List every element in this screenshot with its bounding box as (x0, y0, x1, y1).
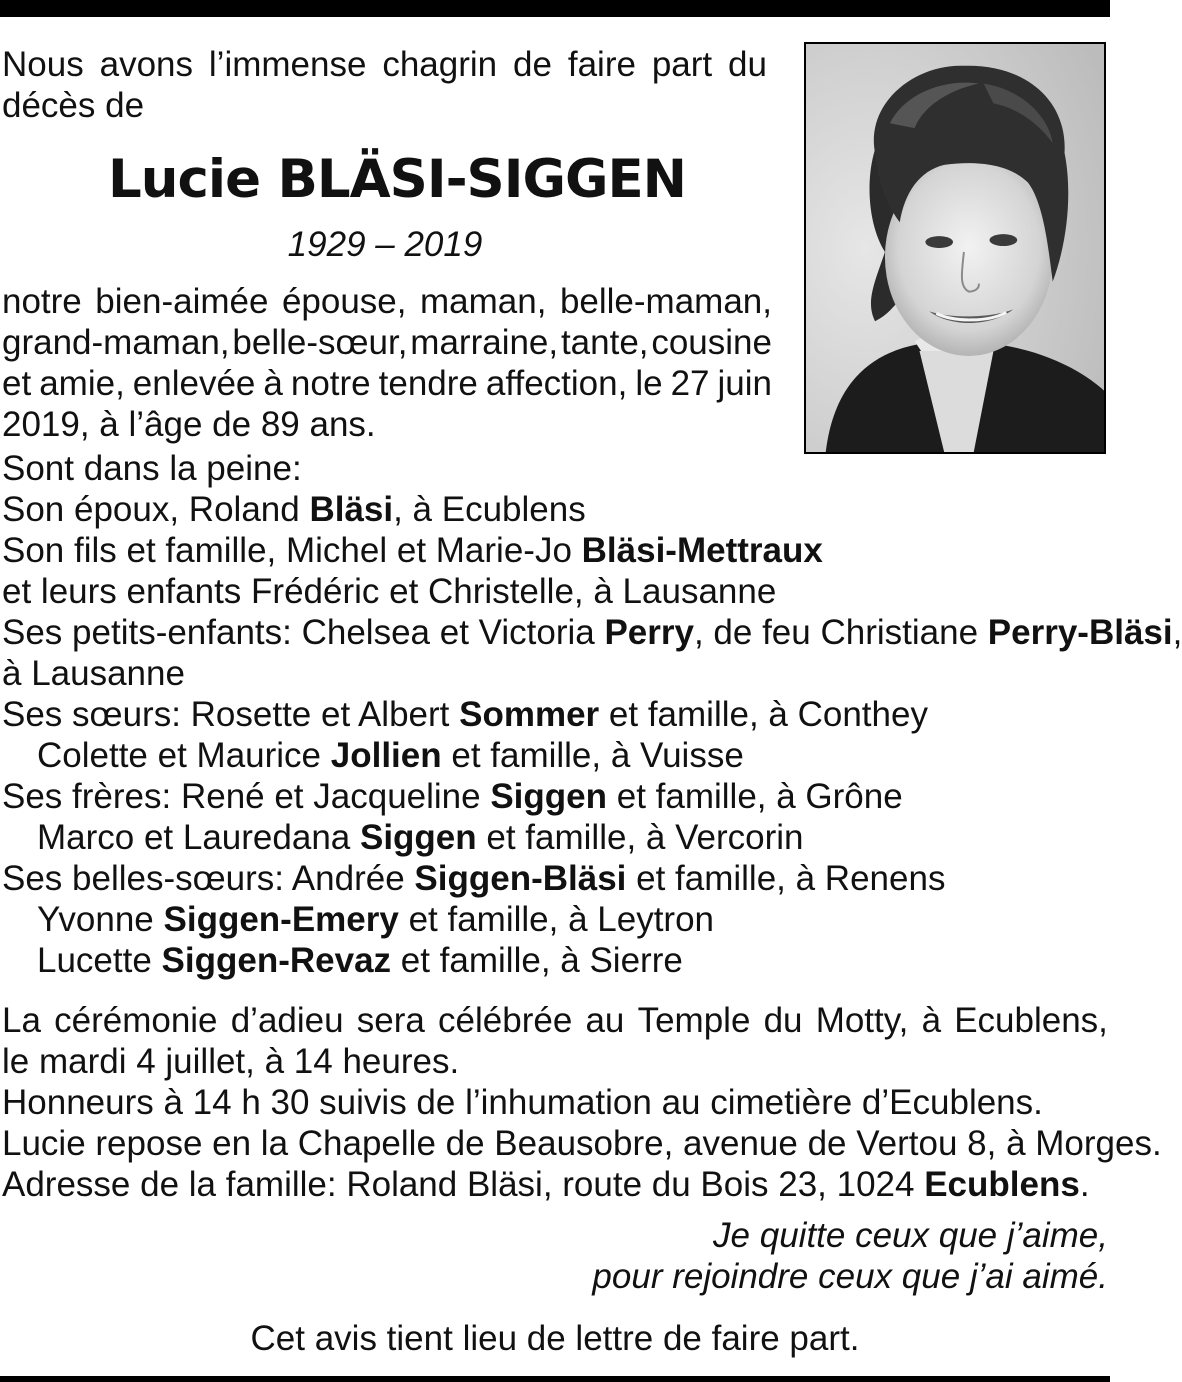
mourner-surname: Siggen-Bläsi (414, 859, 627, 898)
mourner-text: et leurs enfants Frédéric et Christelle, à Lausanne (2, 572, 777, 611)
mourner-line (2, 776, 1107, 817)
description-word: tendre (378, 364, 478, 403)
mourner-surname: Bläsi (309, 490, 394, 529)
description-line (2, 281, 772, 322)
mourner-text: et famille, à Renens (626, 859, 946, 898)
mourner-line (2, 694, 1107, 735)
ceremony-word: à (921, 1001, 942, 1040)
description-word: juin (717, 364, 772, 403)
mourner-surname: Jollien (330, 736, 442, 775)
mourners-list (2, 448, 1182, 981)
mourner-text: Ses sœurs: Rosette et Albert (2, 695, 460, 734)
bottom-rule (0, 1376, 1110, 1382)
life-dates: 1929 – 2019 (287, 225, 483, 264)
intro-word: Nous (2, 45, 84, 84)
description-word: marraine, (410, 323, 559, 362)
mourner-surname: Siggen (490, 777, 608, 816)
mourner-rows (2, 489, 1182, 981)
intro-word: du (728, 45, 767, 84)
top-rule (0, 0, 1110, 17)
description-word: belle-sœur, (232, 323, 408, 362)
description-word: amie, (39, 364, 125, 403)
mourner-text: et famille, à Conthey (599, 695, 928, 734)
mourner-text: , à Ecublens (393, 490, 586, 529)
description-line (2, 363, 772, 404)
farewell-quote (408, 1215, 1108, 1297)
mourner-text: Son époux, Roland (2, 490, 310, 529)
quote-line: pour rejoindre ceux que j’ai aimé. (592, 1257, 1108, 1296)
mourner-text: , (1172, 613, 1182, 652)
ceremony-line: Lucie repose en la Chapelle de Beausobre, avenue de Vertou 8, à Morges. (2, 1124, 1162, 1163)
description-word: bien-aimée (95, 282, 269, 321)
family-address (2, 1164, 1108, 1205)
mourner-surname: Siggen-Emery (163, 900, 399, 939)
mourner-text: Ses petits-enfants: Chelsea et Victoria (2, 613, 605, 652)
ceremony-word: Temple (637, 1001, 751, 1040)
description-word: belle-maman, (559, 282, 772, 321)
mourner-surname: Bläsi-Mettraux (581, 531, 823, 570)
mourner-line (2, 735, 1107, 776)
ceremony-word: d’adieu (230, 1001, 344, 1040)
address-text: Adresse de la famille: Roland Bläsi, route du Bois 23, 1024 (2, 1165, 925, 1204)
description-word: à (263, 364, 283, 403)
ceremony-word: cérémonie (54, 1001, 218, 1040)
ceremony-info (2, 1000, 1162, 1205)
mourners-heading: Sont dans la peine: (2, 449, 302, 488)
mourner-surname: Perry (604, 613, 694, 652)
mourner-text: à Lausanne (2, 654, 185, 693)
ceremony-word: La (2, 1001, 41, 1040)
ceremony-word: sera (356, 1001, 425, 1040)
description-line: 2019, à l’âge de 89 ans. (2, 405, 376, 444)
mourner-text: Colette et Maurice (37, 736, 331, 775)
ceremony-word: du (763, 1001, 803, 1040)
mourner-text: et famille, à Leytron (398, 900, 715, 939)
intro-word: chagrin (382, 45, 498, 84)
address-locality: Ecublens (924, 1165, 1080, 1204)
mourner-text: et famille, à Grône (607, 777, 903, 816)
description-word: enlevée (132, 364, 256, 403)
mourner-line (2, 899, 1107, 940)
mourner-surname: Sommer (459, 695, 600, 734)
description-word: grand-maman, (2, 323, 230, 362)
mourner-line (2, 653, 1107, 694)
deceased-name: Lucie BLÄSI-SIGGEN (108, 149, 687, 210)
mourner-line (2, 530, 1107, 571)
portrait-image (806, 44, 1104, 452)
ceremony-line (2, 1000, 1108, 1041)
ceremony-line: Honneurs à 14 h 30 suivis de l’inhumation au cimetière d’Ecublens. (2, 1083, 1043, 1122)
intro-word: part (651, 45, 713, 84)
mourner-text: Ses frères: René et Jacqueline (2, 777, 491, 816)
description-word: le (635, 364, 663, 403)
ceremony-line: le mardi 4 juillet, à 14 heures. (2, 1042, 460, 1081)
mourner-surname: Siggen (359, 818, 477, 857)
description (2, 281, 772, 445)
mourner-text: Ses belles-sœurs: Andrée (2, 859, 415, 898)
mourner-line (2, 489, 1107, 530)
description-line (2, 322, 772, 363)
ceremony-word: Ecublens, (954, 1001, 1108, 1040)
mourner-line (2, 612, 1182, 653)
quote-line: Je quitte ceux que j’aime, (713, 1216, 1108, 1255)
mourner-text: et famille, à Vuisse (441, 736, 744, 775)
mourner-text: Lucette (37, 941, 162, 980)
intro-line-1 (2, 44, 767, 85)
description-word: notre (290, 364, 371, 403)
description-word: tante, (560, 323, 649, 362)
description-word: 27 (670, 364, 710, 403)
mourner-text: Yvonne (37, 900, 164, 939)
description-word: épouse, (281, 282, 407, 321)
mourner-line (2, 571, 1107, 612)
description-word: maman, (420, 282, 547, 321)
ceremony-word: au (585, 1001, 625, 1040)
mourner-line (2, 940, 1107, 981)
mourner-text: et famille, à Vercorin (476, 818, 804, 857)
mourner-text: et famille, à Sierre (391, 941, 683, 980)
description-word: cousine (651, 323, 772, 362)
description-word: et (2, 364, 32, 403)
description-word: affection, (485, 364, 628, 403)
mourner-surname: Siggen-Revaz (161, 941, 392, 980)
intro-word: avons (99, 45, 194, 84)
mourner-text: Son fils et famille, Michel et Marie-Jo (2, 531, 582, 570)
description-word: notre (2, 282, 82, 321)
mourner-text: Marco et Lauredana (37, 818, 360, 857)
closing-notice: Cet avis tient lieu de lettre de faire part. (250, 1319, 860, 1358)
mourner-line (2, 817, 1107, 858)
intro-word: l’immense (208, 45, 367, 84)
intro-word: de (513, 45, 552, 84)
intro-line-2: décès de (2, 86, 145, 125)
mourner-text: , de feu Christiane (693, 613, 988, 652)
mourner-surname: Perry-Bläsi (987, 613, 1173, 652)
portrait-photo (804, 42, 1106, 454)
mourner-line (2, 858, 1107, 899)
ceremony-word: célébrée (438, 1001, 573, 1040)
ceremony-word: Motty, (815, 1001, 909, 1040)
intro-word: faire (567, 45, 636, 84)
intro-text (2, 44, 767, 126)
address-end: . (1079, 1165, 1090, 1204)
